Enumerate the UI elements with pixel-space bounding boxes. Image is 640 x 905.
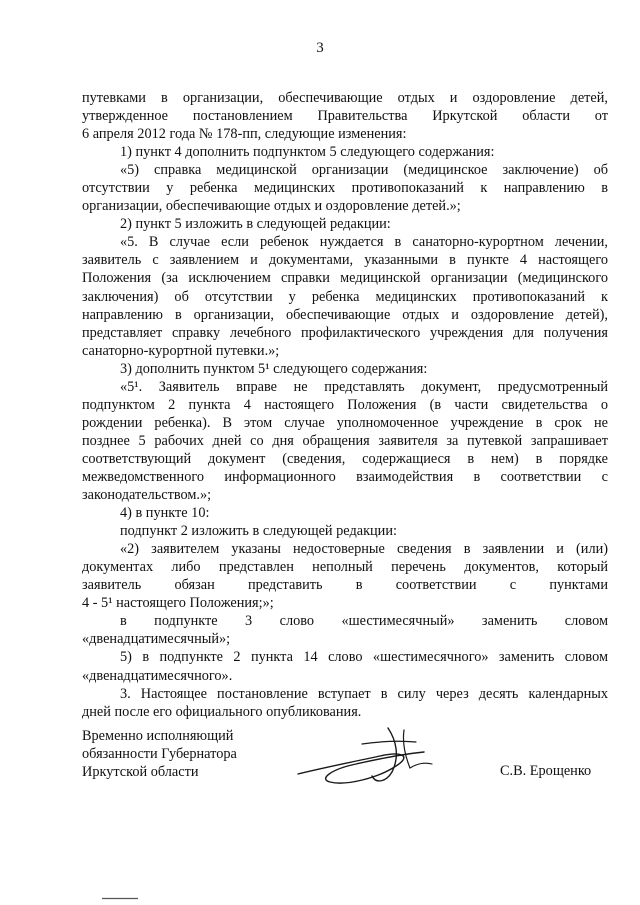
signer-position-line: Временно исполняющий [82,728,234,744]
text-line: организации, обеспечивающие отдых и оздоровление детей.»; [82,198,461,215]
text-line: рождении ребенка). В этом случае уполномоченное учреждение в срок не [82,414,608,431]
text-line: 6 апреля 2012 года № 178-пп, следующие изменения: [82,126,407,143]
text-line: «двенадцатимесячный»; [82,631,231,648]
signer-position-line: обязанности Губернатора [82,746,237,763]
text-line: «5) справка медицинской организации (медицинское заключение) об [120,162,608,179]
signer-name: С.В. Ерощенко [500,763,592,779]
text-line: дней после его официального опубликования. [82,703,362,720]
page-number: 3 [316,40,324,56]
text-line: 4 - 5¹ настоящего Положения;»; [82,595,274,612]
text-line: 2) пункт 5 изложить в следующей редакции: [120,216,391,233]
text-line: «2) заявителем указаны недостоверные сведения в заявлении и (или) [120,541,608,558]
text-line: заключения) об отсутствии у ребенка медицинских противопоказаний к [82,288,608,305]
text-line: заявитель с заявлением и документами, указанными в пункте 4 настоящего [82,252,608,269]
text-line: 3. Настоящее постановление вступает в силу через десять календарных [120,685,608,702]
text-line: направлению в организации, обеспечивающие отдых и оздоровление детей), [82,306,608,323]
text-line: «5¹. Заявитель вправе не представлять документ, предусмотренный [120,378,608,395]
text-line: Положения (за исключением справки медицинской организации (медицинского [82,270,608,287]
handwritten-signature [292,722,442,790]
text-line: 3) дополнить пунктом 5¹ следующего содержания: [120,360,428,377]
text-line: заявитель обязан представить в соответствии с пунктами [82,577,608,594]
text-line: 4) в пункте 10: [120,505,210,522]
text-line: законодательством.»; [82,487,212,504]
text-line: «5. В случае если ребенок нуждается в санаторно-курортном лечении, [120,234,608,251]
text-line: позднее 5 рабочих дней со дня обращения заявителя за путевкой запрашивает [82,432,608,449]
text-line: в подпункте 3 слово «шестимесячный» заменить словом [120,613,608,630]
text-line: «двенадцатимесячного». [82,667,233,684]
text-line: утвержденное постановлением Правительства Иркутской области от [82,108,608,125]
signer-position-line: Иркутской области [82,764,199,781]
text-line: соответствующий документ (сведения, содержащиеся в нем) в порядке [82,450,608,467]
scan-edge-mark [80,897,560,900]
text-line: подпункт 2 изложить в следующей редакции: [120,523,397,540]
text-line: 1) пункт 4 дополнить подпунктом 5 следующего содержания: [120,144,495,161]
text-line: санаторно-курортной путевки.»; [82,342,280,359]
text-line: путевками в организации, обеспечивающие отдых и оздоровление детей, [82,90,608,106]
text-line: представляет справку лечебного профилактического учреждения для получения [82,324,608,341]
text-line: отсутствии у ребенка медицинских противопоказаний к направлению в [82,180,608,197]
text-line: 5) в подпункте 2 пункта 14 слово «шестимесячного» заменить словом [120,649,608,666]
text-line: подпунктом 2 пункта 4 настоящего Положения (в части свидетельства о [82,396,608,413]
signature-block [82,727,237,782]
text-line: документах либо представлен неполный перечень документов, который [82,559,608,576]
document-body [82,89,608,721]
text-line: межведомственного информационного взаимодействия в соответствии с [82,468,608,485]
